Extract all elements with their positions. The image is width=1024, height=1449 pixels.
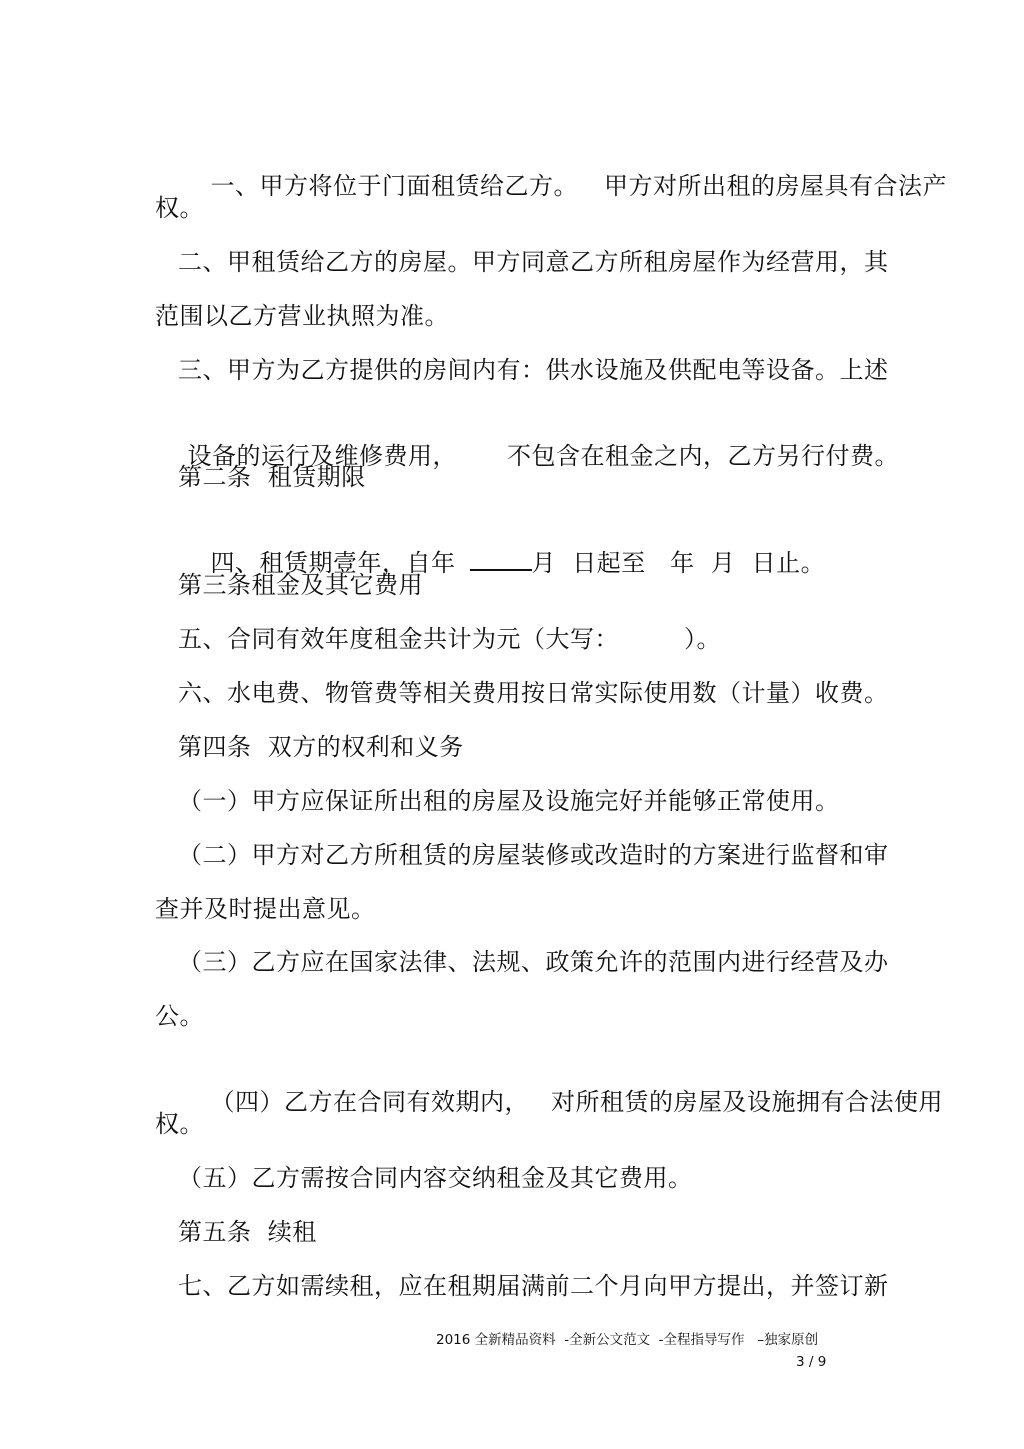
text-segment: 一、甲方将位于门面租赁给乙方。 <box>210 172 579 200</box>
text-segment: 对所租赁的房屋及设施拥有合法使用 <box>551 1088 944 1116</box>
section-heading: 第三条租金及其它费用 <box>178 571 423 599</box>
text-segment: 月 日起至 年 月 日止。 <box>531 549 826 577</box>
text-segment: 不包含在租金之内，乙方另行付费。 <box>507 442 900 470</box>
fill-in-blank <box>470 547 532 571</box>
text-line: 权。 <box>155 1110 204 1138</box>
text-line <box>178 138 947 234</box>
text-line: （二）甲方对乙方所租赁的房屋装修或改造时的方案进行监督和审 <box>178 841 889 869</box>
text-segment: 甲方对所出租的房屋具有合法产 <box>604 172 948 200</box>
page-number: 3 / 9 <box>796 1354 827 1370</box>
text-line: （三）乙方应在国家法律、法规、政策允许的范围内进行经营及办 <box>178 948 889 976</box>
text-line: 六、水电费、物管费等相关费用按日常实际使用数（计量）收费。 <box>178 679 889 707</box>
text-line: （一）甲方应保证所出租的房屋及设施完好并能够正常使用。 <box>178 787 840 815</box>
text-line: 权。 <box>155 194 204 222</box>
text-line: 查并及时提出意见。 <box>155 895 376 923</box>
text-segment: 四、租赁期壹年，自年 <box>210 549 456 577</box>
page-footer-text: 2016 全新精品资料 -全新公文范文 -全程指导写作 –独家原创 <box>436 1332 819 1348</box>
text-line: 公。 <box>155 1002 204 1030</box>
text-segment: （四）乙方在合同有效期内， <box>210 1088 530 1116</box>
section-heading: 第五条 续租 <box>178 1218 317 1246</box>
text-line: 范围以乙方营业执照为准。 <box>155 302 449 330</box>
text-line: 五、合同有效年度租金共计为元（大写： ）。 <box>178 625 722 653</box>
section-heading: 第四条 双方的权利和义务 <box>178 733 464 761</box>
text-line: （五）乙方需按合同内容交纳租金及其它费用。 <box>178 1164 693 1192</box>
text-line: 二、甲租赁给乙方的房屋。甲方同意乙方所租房屋作为经营用，其 <box>178 248 889 276</box>
text-line: 三、甲方为乙方提供的房间内有：供水设施及供配电等设备。上述 <box>178 356 889 384</box>
section-heading: 第二条 租赁期限 <box>178 463 366 491</box>
text-line <box>178 1054 943 1150</box>
text-segment: 设备的运行及维修费用， <box>187 442 458 470</box>
text-line: 七、乙方如需续租，应在租期届满前二个月向甲方提出，并签订新 <box>178 1272 889 1300</box>
